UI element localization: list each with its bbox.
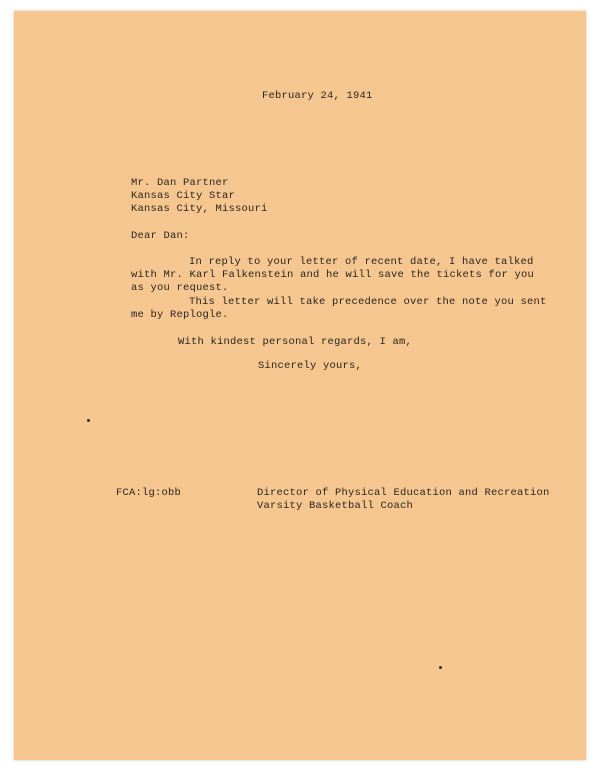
paragraph-2-line-2: me by Replogle. <box>131 309 229 321</box>
paragraph-1-line-1: In reply to your letter of recent date, I have talked <box>189 256 534 268</box>
paragraph-1-line-2: with Mr. Karl Falkenstein and he will save the tickets for you <box>131 269 535 281</box>
paragraph-2-line-1: This letter will take precedence over the note you sent <box>189 296 547 308</box>
signoff: Sincerely yours, <box>258 360 363 372</box>
recipient-name: Mr. Dan Partner <box>131 177 229 189</box>
recipient-city: Kansas City, Missouri <box>131 203 268 215</box>
letter-page <box>14 11 586 760</box>
signature-title-line-2: Varsity Basketball Coach <box>257 500 414 512</box>
paper-speck <box>439 666 442 669</box>
letter-date: February 24, 1941 <box>262 90 373 102</box>
signature-title-line-1: Director of Physical Education and Recreation <box>257 487 550 499</box>
paragraph-1-line-3: as you request. <box>131 282 229 294</box>
recipient-organization: Kansas City Star <box>131 190 236 202</box>
paper-speck <box>87 419 90 422</box>
salutation: Dear Dan: <box>131 230 190 242</box>
closing-line: With kindest personal regards, I am, <box>178 336 413 348</box>
typist-initials: FCA:lg:obb <box>116 487 182 499</box>
